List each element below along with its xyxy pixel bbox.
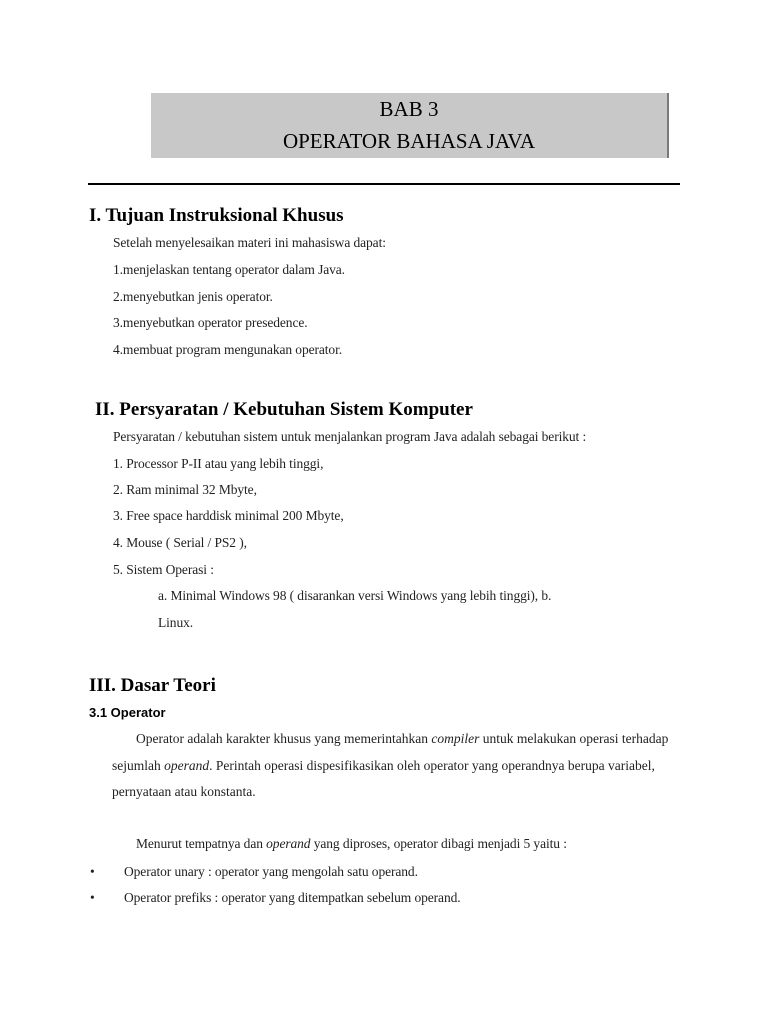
section-1-intro: Setelah menyelesaikan materi ini mahasiswa dapat: — [113, 235, 386, 250]
section-2-intro: Persyaratan / kebutuhan sistem untuk menjalankan program Java adalah sebagai berikut : — [113, 429, 587, 444]
chapter-title: OPERATOR BAHASA JAVA — [282, 129, 536, 153]
bullet-marker: • — [90, 864, 95, 879]
horizontal-rule — [88, 183, 680, 185]
section-3-heading: III. Dasar Teori — [89, 675, 216, 696]
section-1-item: 1.menjelaskan tentang operator dalam Java. — [113, 262, 345, 277]
section-1-item: 3.menyebutkan operator presedence. — [113, 315, 308, 330]
os-requirement-line: Linux. — [158, 615, 194, 630]
section-1-item: 4.membuat program mengunakan operator. — [113, 342, 343, 357]
section-2-item: 1. Processor P-II atau yang lebih tinggi, — [113, 456, 324, 471]
section-2-heading: II. Persyaratan / Kebutuhan Sistem Komputer — [95, 399, 473, 420]
section-1-heading: I. Tujuan Instruksional Khusus — [89, 205, 344, 226]
chapter-number: BAB 3 — [379, 97, 439, 121]
section-2-item: 5. Sistem Operasi : — [113, 562, 214, 577]
operator-classification-paragraph: Menurut tempatnya dan operand yang diproses, operator dibagi menjadi 5 yaitu : — [136, 836, 567, 851]
bullet-marker: • — [90, 890, 95, 905]
bullet-item: Operator unary : operator yang mengolah satu operand. — [124, 864, 418, 879]
chapter-title-box — [151, 93, 669, 158]
bullet-item: Operator prefiks : operator yang ditempatkan sebelum operand. — [124, 890, 461, 905]
operator-definition-paragraph: Operator adalah karakter khusus yang memerintahkan compiler untuk melakukan operasi terhadap sejumlah operand. Perintah operasi dispesifikasikan oleh operator yang operandnya berupa variabel, pernyataan atau konstanta. — [112, 731, 669, 799]
os-requirement-line: a. Minimal Windows 98 ( disarankan versi Windows yang lebih tinggi), b. — [158, 588, 552, 603]
subsection-heading: 3.1 Operator — [89, 705, 166, 720]
section-2-item: 4. Mouse ( Serial / PS2 ), — [113, 535, 247, 550]
section-1-item: 2.menyebutkan jenis operator. — [113, 289, 273, 304]
section-2-item: 3. Free space harddisk minimal 200 Mbyte, — [113, 508, 344, 523]
section-2-item: 2. Ram minimal 32 Mbyte, — [113, 482, 257, 497]
